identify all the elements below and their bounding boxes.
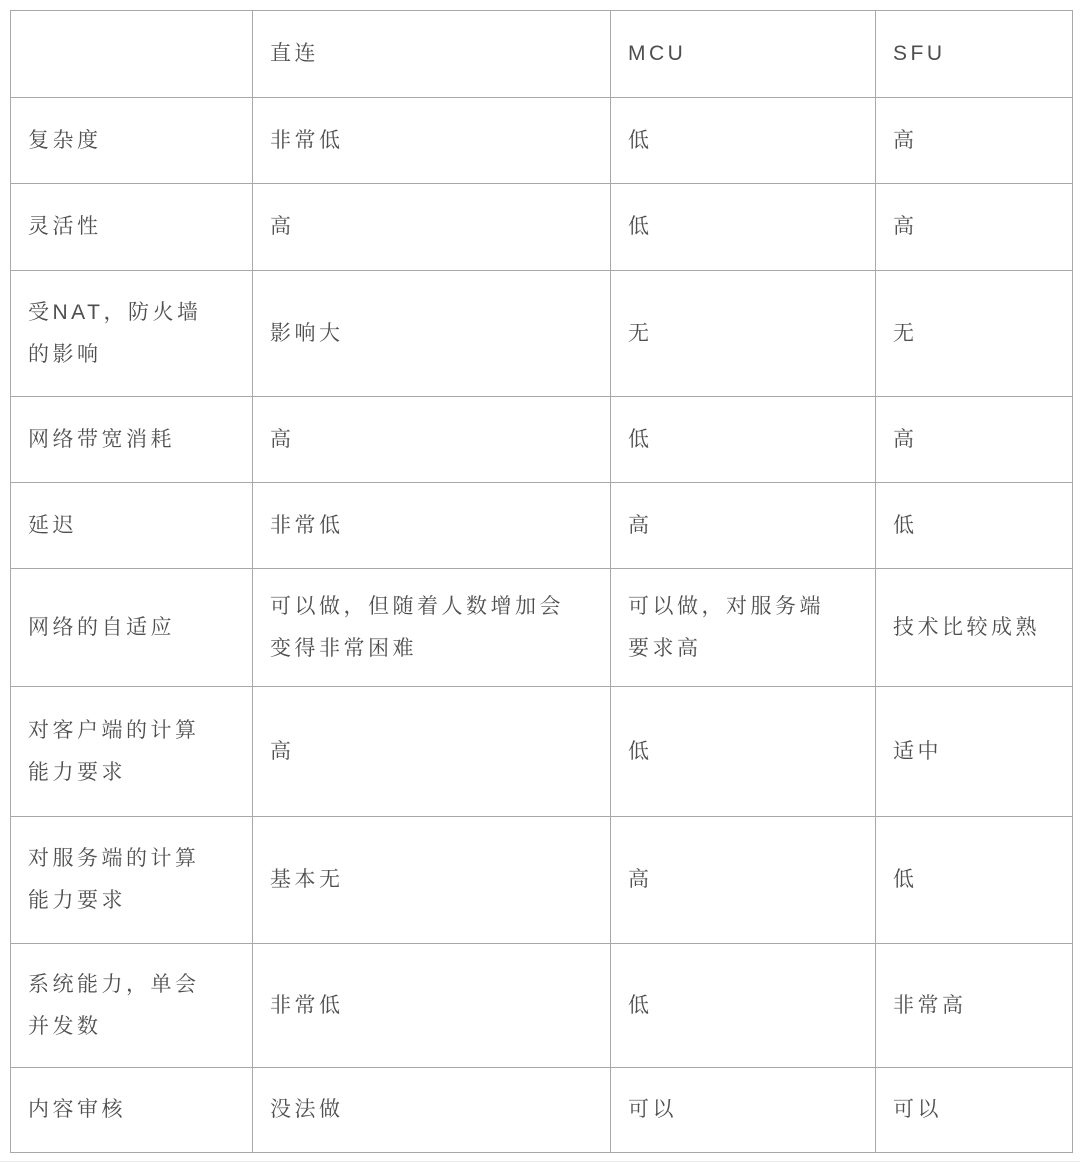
- cell-direct: 可以做，但随着人数增加会变得非常困难: [253, 569, 611, 687]
- cell-sfu: 可以: [876, 1068, 1073, 1153]
- cell-sfu: 高: [876, 397, 1073, 483]
- cell-mcu: 低: [611, 184, 876, 271]
- cell-direct: 影响大: [253, 271, 611, 397]
- cell-mcu: 无: [611, 271, 876, 397]
- table-row: [11, 184, 1073, 271]
- table-row: [11, 271, 1073, 397]
- table-body: [11, 98, 1073, 1153]
- row-label-cell: 对服务端的计算能力要求: [11, 817, 253, 944]
- header-cell-mcu: MCU: [611, 11, 876, 98]
- row-label-cell: 对客户端的计算能力要求: [11, 687, 253, 817]
- cell-sfu: 高: [876, 184, 1073, 271]
- table-row: [11, 569, 1073, 687]
- cell-mcu: 高: [611, 817, 876, 944]
- cell-mcu: 低: [611, 944, 876, 1068]
- header-cell-blank: [11, 11, 253, 98]
- cell-sfu: 高: [876, 98, 1073, 184]
- table-row: [11, 483, 1073, 569]
- cell-direct: 高: [253, 687, 611, 817]
- cell-sfu: 适中: [876, 687, 1073, 817]
- cell-sfu: 无: [876, 271, 1073, 397]
- cell-direct: 高: [253, 397, 611, 483]
- cell-sfu: 低: [876, 483, 1073, 569]
- comparison-table: [10, 10, 1073, 1153]
- cell-sfu: 非常高: [876, 944, 1073, 1068]
- cell-sfu: 技术比较成熟: [876, 569, 1073, 687]
- cell-mcu: 低: [611, 397, 876, 483]
- table-row: [11, 98, 1073, 184]
- cell-direct: 基本无: [253, 817, 611, 944]
- header-cell-direct: 直连: [253, 11, 611, 98]
- header-cell-sfu: SFU: [876, 11, 1073, 98]
- cell-direct: 非常低: [253, 944, 611, 1068]
- cell-direct: 没法做: [253, 1068, 611, 1153]
- cell-direct: 非常低: [253, 98, 611, 184]
- row-label-cell: 延迟: [11, 483, 253, 569]
- cell-direct: 高: [253, 184, 611, 271]
- header-row: [11, 11, 1073, 98]
- row-label-cell: 网络带宽消耗: [11, 397, 253, 483]
- table-row: [11, 817, 1073, 944]
- row-label-cell: 复杂度: [11, 98, 253, 184]
- cell-direct: 非常低: [253, 483, 611, 569]
- table-row: [11, 397, 1073, 483]
- row-label-cell: 内容审核: [11, 1068, 253, 1153]
- cell-mcu: 低: [611, 687, 876, 817]
- cell-mcu: 可以: [611, 1068, 876, 1153]
- row-label-cell: 系统能力，单会并发数: [11, 944, 253, 1068]
- page: [0, 10, 1080, 1162]
- table-row: [11, 944, 1073, 1068]
- table-row: [11, 687, 1073, 817]
- row-label-cell: 灵活性: [11, 184, 253, 271]
- cell-mcu: 高: [611, 483, 876, 569]
- row-label-cell: 网络的自适应: [11, 569, 253, 687]
- cell-mcu: 可以做，对服务端要求高: [611, 569, 876, 687]
- cell-sfu: 低: [876, 817, 1073, 944]
- row-label-cell: 受NAT，防火墙的影响: [11, 271, 253, 397]
- cell-mcu: 低: [611, 98, 876, 184]
- table-row: [11, 1068, 1073, 1153]
